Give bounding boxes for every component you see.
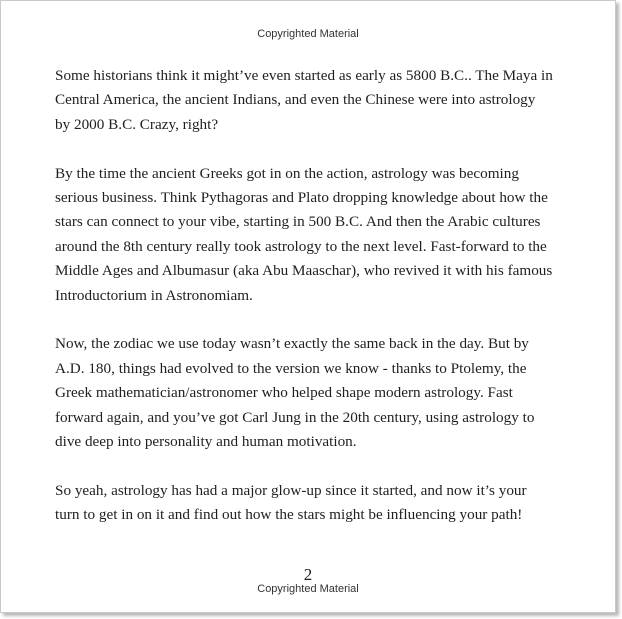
page-number: 2 [303,565,313,584]
text-line: Greek mathematician/astronomer who helped shape modern astrology. Fast [55,384,513,402]
text-line: Introductorium in Astronomiam. [55,286,253,304]
text-line: A.D. 180, things had evolved to the version we know - thanks to Ptolemy, the [55,359,527,377]
text-line: Central America, the ancient Indians, and even the Chinese were into astrology [55,91,536,109]
paragraph-origins [55,64,565,137]
text-line: By the time the ancient Greeks got in on the action, astrology was becoming [55,164,519,182]
text-line: serious business. Think Pythagoras and Plato dropping knowledge about how the [55,189,548,207]
text-line: stars can connect to your vibe, starting in 500 B.C. And then the Arabic cultures [55,213,541,231]
text-line: So yeah, astrology has had a major glow-up since it started, and now it’s your [55,481,527,499]
copyright-header: Copyrighted Material [257,28,359,40]
copyright-footer: Copyrighted Material [257,583,359,595]
text-line: around the 8th century really took astrology to the next level. Fast-forward to the [55,237,547,255]
text-line: by 2000 B.C. Crazy, right? [55,115,219,133]
text-line: turn to get in on it and find out how the stars might be influencing your path! [55,506,523,524]
text-line: forward again, and you’ve got Carl Jung in the 20th century, using astrology to [55,408,535,426]
page-body [55,64,565,552]
text-line: Some historians think it might’ve even started as early as 5800 B.C.. The Maya in [55,67,553,84]
paragraph-zodiac [55,332,565,454]
text-line: dive deep into personality and human motivation. [55,433,357,451]
paragraph-conclusion [55,479,565,528]
text-line: Middle Ages and Albumasur (aka Abu Maaschar), who revived it with his famous [55,262,553,280]
text-line: Now, the zodiac we use today wasn’t exactly the same back in the day. But by [55,335,529,353]
paragraph-greeks [55,162,565,308]
